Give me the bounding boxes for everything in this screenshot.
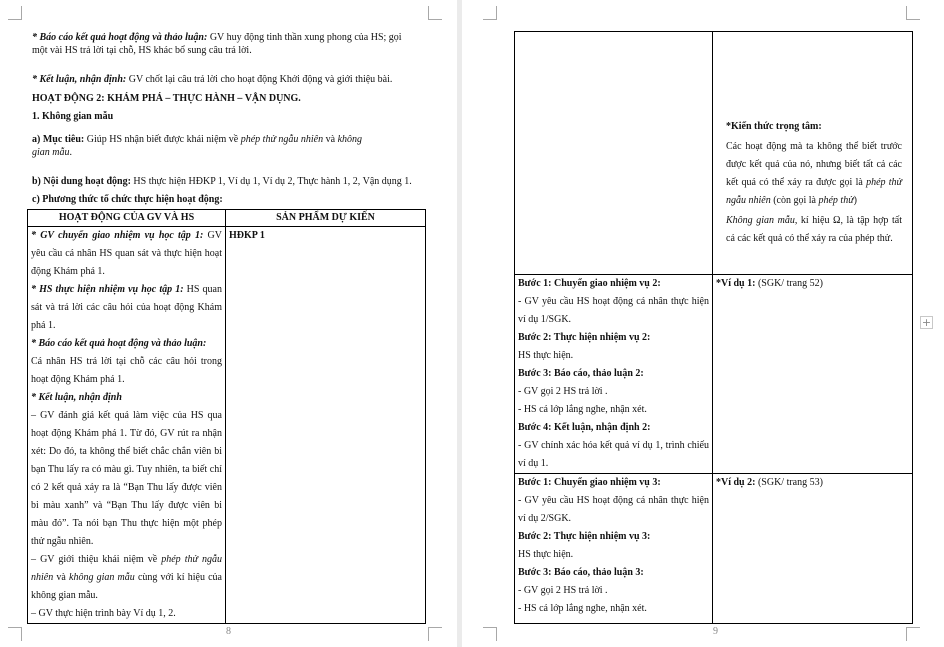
product-cell bbox=[713, 32, 913, 275]
step-5: – GV giới thiệu khái niệm về phép thử ngẫu nhiên và không gian mẫu cùng với kí hiệu của không gian mẫu. bbox=[31, 554, 222, 601]
crop-mark bbox=[428, 627, 442, 641]
key-knowledge-title: *Kiến thức trọng tâm: bbox=[726, 121, 822, 132]
report-paragraph: * Báo cáo kết quả hoạt động và thảo luận: GV huy động tinh thần xung phong của HS; gọi một vài HS trả lời tại chỗ, HS khác bổ sung câu trả lời. bbox=[32, 32, 402, 56]
report-label: * Báo cáo kết quả hoạt động và thảo luận: bbox=[32, 32, 208, 43]
product-cell: *Ví dụ 1: (SGK/ trang 52) bbox=[713, 275, 913, 474]
key-knowledge-text: Các hoạt động mà ta không thể biết trước được kết quả của nó, nhưng biết tất cả các kết quả có thể xảy ra được gọi là phép thử ngẫu nhiên (còn gọi là phép thử) bbox=[726, 141, 902, 206]
crop-mark bbox=[483, 627, 497, 641]
content-paragraph: b) Nội dung hoạt động: HS thực hiện HĐKP 1, Ví dụ 1, Ví dụ 2, Thực hành 1, 2, Vận dụng 1. bbox=[32, 176, 412, 187]
activity-table-continued bbox=[514, 31, 913, 624]
step-2: * HS thực hiện nhiệm vụ học tập 1: HS quan sát và trả lời các câu hỏi của hoạt động Khám phá 1. bbox=[31, 284, 222, 331]
example-label: *Ví dụ 1: bbox=[716, 278, 756, 289]
crop-mark bbox=[8, 627, 22, 641]
activity-table bbox=[27, 209, 426, 624]
page-number: 8 bbox=[226, 626, 231, 637]
crop-mark bbox=[906, 627, 920, 641]
subsection-heading: 1. Không gian mẫu bbox=[32, 111, 114, 122]
table-row bbox=[515, 32, 913, 275]
step-3: * Báo cáo kết quả hoạt động và thảo luận: Cá nhân HS trả lời tại chỗ các câu hỏi trong hoạt động Khám phá 1. bbox=[31, 338, 222, 385]
crop-mark bbox=[8, 6, 22, 20]
activity-cell bbox=[28, 227, 226, 624]
table-row bbox=[515, 474, 913, 624]
document-page-8 bbox=[0, 0, 457, 647]
product-label: HĐKP 1 bbox=[229, 230, 265, 241]
crop-mark bbox=[906, 6, 920, 20]
document-page-9 bbox=[462, 0, 944, 647]
activity-cell: Bước 1: Chuyển giao nhiệm vụ 3: - GV yêu cầu HS hoạt động cá nhân thực hiện ví dụ 2/SGK. Bước 2: Thực hiện nhiệm vụ 3: HS thực hiện. Bước 3: Báo cáo, thảo luận 3: - GV gọi 2 HS trả lời . - HS cả lớp lắng nghe, nhận xét. bbox=[515, 474, 713, 624]
step-4-text: – GV đánh giá kết quả làm việc của HS qua hoạt động Khám phá 1. Từ đó, GV rút ra nhận xét: Do đó, ta không thể biết chắc chắn viên bi bạn Thu lấy ra có màu gì. Tuy nhiên, ta biết chỉ có 2 kết quả xảy ra là “Bạn Thu lấy được viên bi màu xanh” và “Bạn Thu lấy được viên bi màu đỏ”. Ta nói bạn Thu thực hiện một phép thử ngẫu nhiên. bbox=[31, 410, 222, 547]
product-cell: *Ví dụ 2: (SGK/ trang 53) bbox=[713, 474, 913, 624]
content-label: b) Nội dung hoạt động: bbox=[32, 176, 131, 187]
activity-cell: Bước 1: Chuyển giao nhiệm vụ 2: - GV yêu cầu HS hoạt động cá nhân thực hiện ví dụ 1/SGK. Bước 2: Thực hiện nhiệm vụ 2: HS thực hiện. Bước 3: Báo cáo, thảo luận 2: - GV gọi 2 HS trả lời . - HS cả lớp lắng nghe, nhận xét. Bước 4: Kết luận, nhận định 2: - GV chính xác hóa kết quả ví dụ 1, trình chiếu ví dụ 1. bbox=[515, 275, 713, 474]
objective-paragraph: a) Mục tiêu: Giúp HS nhận biết được khái niệm về phép thử ngẫu nhiên và không gian mẫu. bbox=[32, 134, 363, 158]
sample-space-definition: Không gian mẫu, kí hiệu Ω, là tập hợp tất cả các kết quả có thể xảy ra của phép thử. bbox=[726, 215, 902, 244]
objective-label: a) Mục tiêu: bbox=[32, 134, 85, 145]
conclusion-paragraph: * Kết luận, nhận định: GV chốt lại câu trả lời cho hoạt động Khởi động và giới thiệu bài. bbox=[32, 74, 393, 85]
table-header-row bbox=[28, 210, 426, 227]
method-heading: c) Phương thức tổ chức thực hiện hoạt động: bbox=[32, 194, 223, 205]
page-number: 9 bbox=[713, 626, 718, 637]
product-cell bbox=[226, 227, 426, 624]
activity-cell bbox=[515, 32, 713, 275]
conclusion-label: * Kết luận, nhận định: bbox=[32, 74, 127, 85]
crop-mark bbox=[483, 6, 497, 20]
table-row bbox=[515, 275, 913, 474]
add-icon[interactable]: + bbox=[921, 316, 932, 329]
example-label: *Ví dụ 2: bbox=[716, 477, 756, 488]
step-6: – GV thực hiện trình bày Ví dụ 1, 2. bbox=[31, 608, 176, 619]
crop-mark bbox=[428, 6, 442, 20]
step-4: * Kết luận, nhận định bbox=[31, 392, 122, 403]
step-1: * GV chuyển giao nhiệm vụ học tập 1: GV yêu cầu cá nhân HS quan sát và thực hiện hoạt động Khám phá 1. bbox=[31, 230, 222, 277]
section-heading: HOẠT ĐỘNG 2: KHÁM PHÁ – THỰC HÀNH – VẬN DỤNG. bbox=[32, 93, 301, 104]
column-header: SẢN PHẨM DỰ KIẾN bbox=[226, 210, 426, 227]
column-header: HOẠT ĐỘNG CỦA GV VÀ HS bbox=[28, 210, 226, 227]
table-row bbox=[28, 227, 426, 624]
